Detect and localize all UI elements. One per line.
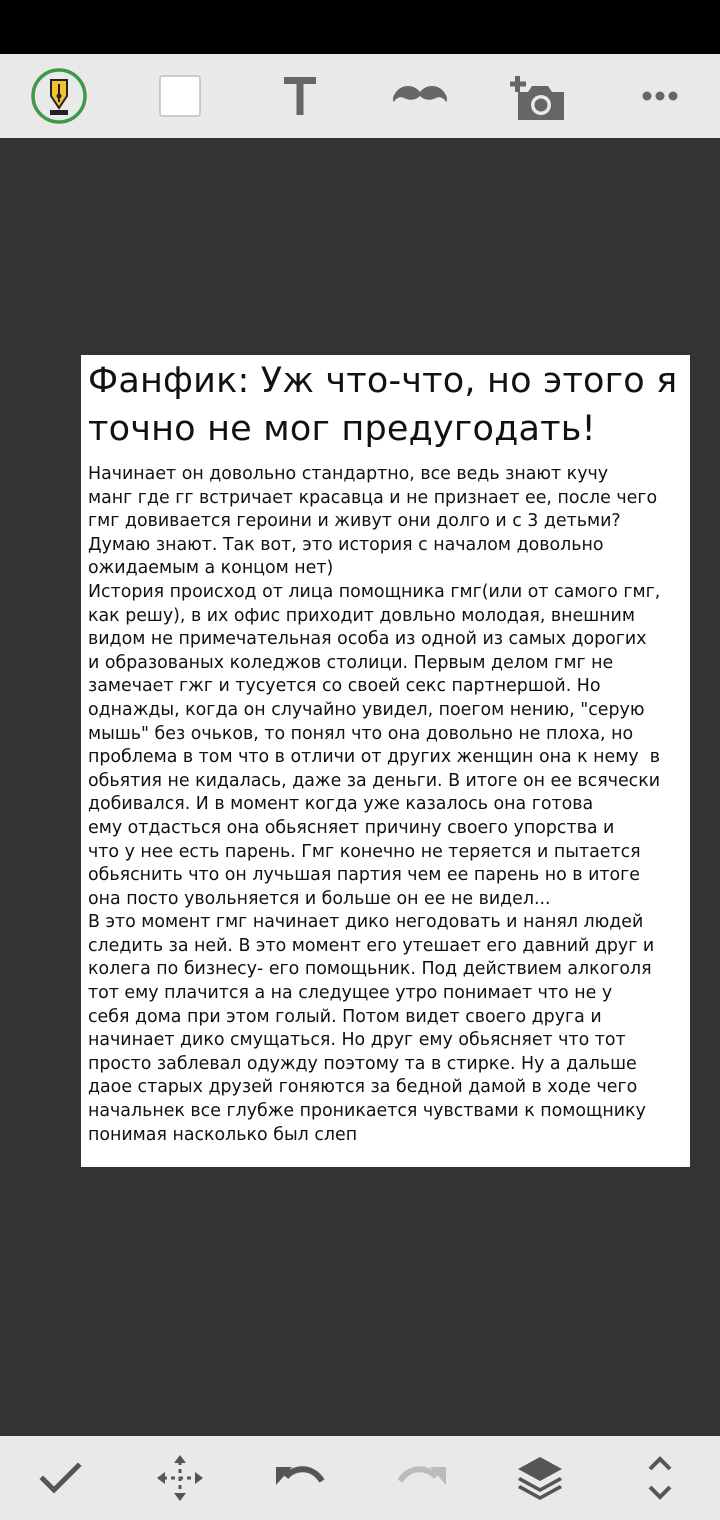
move-button[interactable] xyxy=(150,1450,210,1506)
bottom-toolbar xyxy=(0,1436,720,1520)
confirm-button[interactable] xyxy=(30,1450,90,1506)
color-swatch-button[interactable] xyxy=(150,66,210,126)
undo-icon xyxy=(272,1453,328,1503)
document-title: Фанфик: Уж что-что, но этого я точно не мог предугодать! xyxy=(88,361,678,449)
layers-icon xyxy=(514,1453,566,1503)
add-photo-button[interactable] xyxy=(510,66,570,126)
pen-tool-button[interactable] xyxy=(29,66,89,126)
mustache-icon xyxy=(390,76,450,116)
move-arrows-icon xyxy=(155,1453,205,1503)
text-tool-button[interactable] xyxy=(270,66,330,126)
pen-nib-icon xyxy=(29,66,89,126)
document-body: Начинает он довольно стандартно, все ведь знают кучу манг где гг встричает красавца и не признает ее, после чего гмг довивается героини и живут они долго и с 3 детьми? Думаю знают. Так вот, это история с началом довольно ожидаемым а концом нет) История происход от лица помощника гмг(или от самого гмг, как решу), в их офис приходит довльно молодая, внешним видом не примечательная особа из одной из самых дорогих и образованых коледжов столици. Первым делом гмг не замечает гжг и тусуется со своей секс партнершой. Но однажды, когда он случайно увидел, поегом нению, "серую мышь" без очьков, то понял что она довольно не плоха, но проблема в том что в отличи от других женщин она к нему в обьятия не кидалась, даже за деньги. В итоге он ее всячески добивался. И в момент когда уже казалось она готова ему отдасться она обьясняет причину своего упорства и что у нее есть парень. Гмг конечно не теряется и пытается обьяснить что он лучьшая партия чем ее парень но в итоге она посто увольняется и больше он ее не видел... В это момент гмг начинает дико негодовать и нанял людей следить за ней. В это момент его утешает его давний друг и колега по бизнесу- его помощьник. Под действием алкоголя тот ему плачится а на следущее утро понимает что не у себя дома при этом голый. Потом видет своего друга и начинает дико смущаться. Но друг ему обьясняет что тот просто заблевал одужду поэтому та в стирке. Ну а дальше даое старых друзей гоняются за бедной дамой в ходе чего начальнек все глубже проникается чувствами к помощнику понимая насколько был слеп xyxy=(88,464,661,1145)
sticker-tool-button[interactable] xyxy=(390,66,450,126)
undo-button[interactable] xyxy=(270,1450,330,1506)
redo-button[interactable] xyxy=(392,1450,452,1506)
expand-collapse-button[interactable] xyxy=(630,1450,690,1506)
more-options-button[interactable] xyxy=(630,66,690,126)
redo-icon xyxy=(394,1453,450,1503)
checkmark-icon xyxy=(35,1453,85,1503)
text-image-sheet[interactable] xyxy=(81,355,690,1167)
add-photo-icon xyxy=(510,66,570,126)
text-tool-icon xyxy=(275,71,325,121)
more-options-icon xyxy=(635,86,685,106)
white-square-icon xyxy=(155,71,205,121)
top-toolbar xyxy=(0,54,720,138)
expand-collapse-icon xyxy=(640,1453,680,1503)
status-bar xyxy=(0,0,720,54)
layers-button[interactable] xyxy=(510,1450,570,1506)
